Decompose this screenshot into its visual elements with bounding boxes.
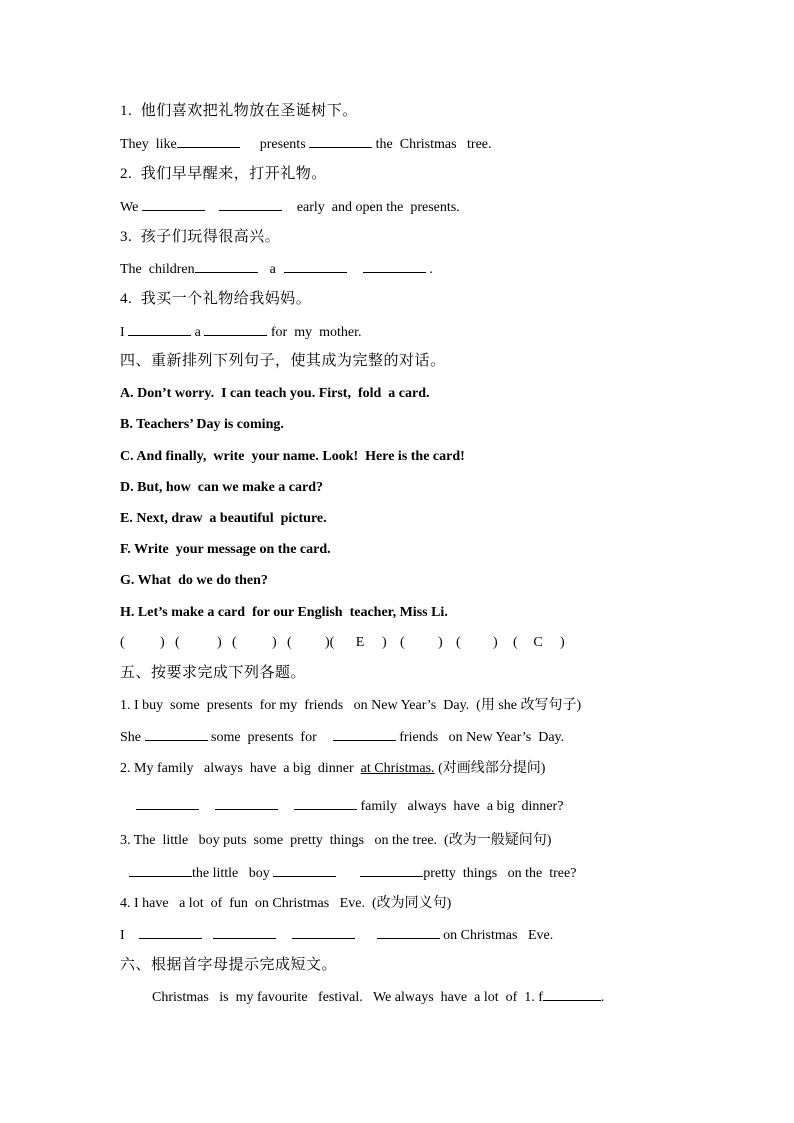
answer-row: ( ) ( ) ( ) ( )( E ) ( ) ( ) ( C ) bbox=[120, 635, 565, 650]
s5-q4: 4. I have a lot of fun on Christmas Eve. (改为同义句) bbox=[120, 896, 452, 911]
q2-blank-2[interactable] bbox=[219, 198, 282, 211]
s5-q1: 1. I buy some presents for my friends on New Year’s Day. (用 she 改写句子) bbox=[120, 698, 582, 713]
section5-title: 五、按要求完成下列各题。 bbox=[120, 665, 307, 681]
dialog-item-b: B. Teachers’ Day is coming. bbox=[120, 417, 284, 432]
q2-text-b: early and open the presents. bbox=[296, 200, 460, 215]
s5-q3-answer bbox=[129, 864, 576, 883]
s5-q2-text-b: (对画线部分提问) bbox=[438, 761, 546, 776]
s5-q3-blank-3[interactable] bbox=[360, 864, 423, 877]
s5-q1-blank-1[interactable] bbox=[145, 728, 208, 741]
q3-chinese: 3. 孩子们玩得很高兴。 bbox=[120, 229, 281, 245]
s5-q3-text-b: pretty things on the tree? bbox=[423, 866, 577, 881]
s6-blank-1[interactable] bbox=[543, 988, 601, 1001]
q1-chinese: 1. 他们喜欢把礼物放在圣诞树下。 bbox=[120, 103, 358, 119]
s5-q2-blank-3[interactable] bbox=[294, 797, 357, 810]
q1-text-c: the Christmas tree. bbox=[375, 137, 492, 152]
s5-q2-text-a: 2. My family always have a big dinner bbox=[120, 761, 354, 776]
s5-q2 bbox=[120, 760, 545, 778]
answer-slot-8[interactable]: C bbox=[533, 635, 543, 650]
q1-blank-1[interactable] bbox=[177, 135, 240, 148]
s5-q1-text-a: She bbox=[120, 730, 141, 745]
answer-slot-5[interactable]: E bbox=[355, 635, 365, 650]
q4-chinese: 4. 我买一个礼物给我妈妈。 bbox=[120, 291, 312, 307]
q3-text-c: . bbox=[429, 262, 433, 277]
s5-q4-blank-2[interactable] bbox=[213, 926, 276, 939]
q3-text-b: a bbox=[269, 262, 276, 277]
s6-passage-text: Christmas is my favourite festival. We always have a lot of 1. f bbox=[152, 990, 543, 1005]
s5-q2-blank-1[interactable] bbox=[136, 797, 199, 810]
q4-blank-2[interactable] bbox=[204, 323, 267, 336]
s5-q4-text-a: I bbox=[120, 928, 125, 943]
q2-text-a: We bbox=[120, 200, 139, 215]
s5-q4-blank-1[interactable] bbox=[139, 926, 202, 939]
dialog-item-d: D. But, how can we make a card? bbox=[120, 480, 323, 495]
dialog-item-e: E. Next, draw a beautiful picture. bbox=[120, 511, 327, 526]
s5-q1-text-b: some presents for bbox=[211, 730, 317, 745]
s5-q3-text-a: the little boy bbox=[192, 866, 270, 881]
dialog-item-h: H. Let’s make a card for our English teacher, Miss Li. bbox=[120, 605, 448, 620]
s5-q3-blank-2[interactable] bbox=[273, 864, 336, 877]
q1-english bbox=[120, 135, 492, 154]
dialog-item-a: A. Don’t worry. I can teach you. First, fold a card. bbox=[120, 386, 430, 401]
s5-q3: 3. The little boy puts some pretty things on the tree. (改为一般疑问句) bbox=[120, 833, 552, 848]
q4-english bbox=[120, 323, 362, 342]
s5-q2-blank-2[interactable] bbox=[215, 797, 278, 810]
s5-q2-answer bbox=[136, 797, 563, 816]
s5-q1-answer bbox=[120, 728, 564, 747]
s5-q4-blank-3[interactable] bbox=[292, 926, 355, 939]
q2-english bbox=[120, 198, 460, 217]
section4-title: 四、重新排列下列句子，使其成为完整的对话。 bbox=[120, 353, 446, 369]
q3-blank-3[interactable] bbox=[363, 260, 426, 273]
q1-blank-2[interactable] bbox=[309, 135, 372, 148]
q3-blank-2[interactable] bbox=[284, 260, 347, 273]
q1-text-a: They like bbox=[120, 137, 177, 152]
s5-q1-text-c: friends on New Year’s Day. bbox=[399, 730, 565, 745]
q3-blank-1[interactable] bbox=[195, 260, 258, 273]
q4-text-a: I bbox=[120, 325, 125, 340]
q4-blank-1[interactable] bbox=[128, 323, 191, 336]
s6-passage: Christmas is my favourite festival. We always have a lot of 1. f . bbox=[152, 990, 605, 1005]
s5-q2-underlined: at Christmas. bbox=[360, 761, 435, 776]
s5-q3-blank-1[interactable] bbox=[129, 864, 192, 877]
s5-q2-text-ans: family always have a big dinner? bbox=[360, 799, 564, 814]
q2-blank-1[interactable] bbox=[142, 198, 205, 211]
s5-q4-blank-4[interactable] bbox=[377, 926, 440, 939]
s5-q4-text-b: on Christmas Eve. bbox=[443, 928, 554, 943]
q2-chinese: 2. 我们早早醒来，打开礼物。 bbox=[120, 166, 327, 182]
section6-title: 六、根据首字母提示完成短文。 bbox=[120, 957, 338, 973]
s5-q4-answer bbox=[120, 926, 553, 945]
dialog-item-g: G. What do we do then? bbox=[120, 573, 268, 588]
q4-text-c: for my mother. bbox=[270, 325, 362, 340]
dialog-item-f: F. Write your message on the card. bbox=[120, 542, 331, 557]
s5-q1-blank-2[interactable] bbox=[333, 728, 396, 741]
q3-english bbox=[120, 260, 433, 279]
q4-text-b: a bbox=[194, 325, 201, 340]
dialog-item-c: C. And finally, write your name. Look! Here is the card! bbox=[120, 449, 465, 464]
q1-text-b: presents bbox=[259, 137, 306, 152]
q3-text-a: The children bbox=[120, 262, 195, 277]
